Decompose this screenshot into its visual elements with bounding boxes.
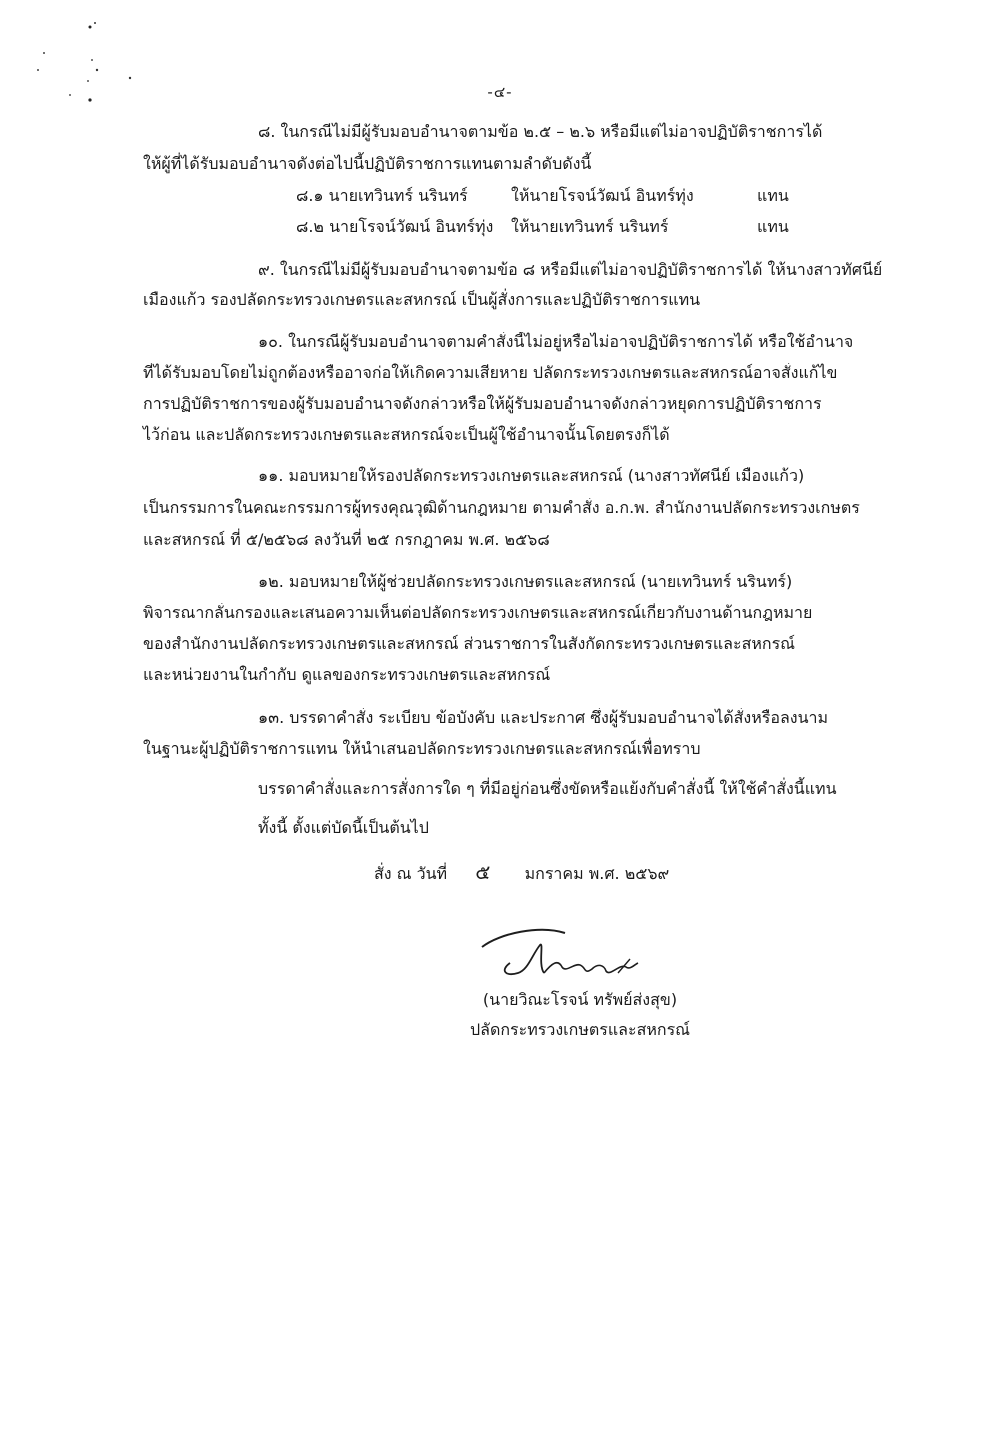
item-8-2-action: แทน xyxy=(757,217,789,236)
item-8-line-1: ๘. ในกรณีไม่มีผู้รับมอบอำนาจตามข้อ ๒.๕ – ๒.๖ หรือมีแต่ไม่อาจปฏิบัติราชการได้ xyxy=(258,122,823,141)
item-12-line-2: พิจารณากลั่นกรองและเสนอความเห็นต่อปลัดกระทรวงเกษตรและสหกรณ์เกี่ยวกับงานด้านกฎหมาย xyxy=(143,603,813,622)
item-10-line-4: ไว้ก่อน และปลัดกระทรวงเกษตรและสหกรณ์จะเป็นผู้ใช้อำนาจนั้นโดยตรงก็ได้ xyxy=(143,425,670,444)
item-10-line-2: ที่ได้รับมอบโดยไม่ถูกต้องหรืออาจก่อให้เกิดความเสียหาย ปลัดกระทรวงเกษตรและสหกรณ์อาจสั่งแก้ไข xyxy=(143,363,838,382)
closing-line-2: ทั้งนี้ ตั้งแต่บัดนี้เป็นต้นไป xyxy=(258,818,429,837)
date-prefix: สั่ง ณ วันที่ xyxy=(374,864,448,883)
item-8-1-who: ๘.๑ นายเทวินทร์ นรินทร์ xyxy=(296,186,468,205)
item-12-line-4: และหน่วยงานในกำกับ ดูแลของกระทรวงเกษตรและสหกรณ์ xyxy=(143,665,551,684)
date-day: ๕ xyxy=(475,860,491,884)
handwritten-signature xyxy=(470,915,660,990)
item-10-line-3: การปฏิบัติราชการของผู้รับมอบอำนาจดังกล่าวหรือให้ผู้รับมอบอำนาจดังกล่าวหยุดการปฏิบัติราชการ xyxy=(143,394,822,413)
item-10-line-1: ๑๐. ในกรณีผู้รับมอบอำนาจตามคำสั่งนี้ไม่อยู่หรือไม่อาจปฏิบัติราชการได้ หรือใช้อำนาจ xyxy=(258,332,854,351)
closing-line-1: บรรดาคำสั่งและการสั่งการใด ๆ ที่มีอยู่ก่อนซึ่งขัดหรือแย้งกับคำสั่งนี้ ให้ใช้คำสั่งนี้แทน xyxy=(258,779,837,798)
item-8-1-row xyxy=(0,186,1000,206)
item-8-2-instead: ให้นายเทวินทร์ นรินทร์ xyxy=(511,217,669,236)
item-9-line-1: ๙. ในกรณีไม่มีผู้รับมอบอำนาจตามข้อ ๘ หรือมีแต่ไม่อาจปฏิบัติราชการได้ ให้นางสาวทัศนีย์ xyxy=(258,260,883,279)
item-8-1-instead: ให้นายโรจน์วัฒน์ อินทร์ทุ่ง xyxy=(511,186,694,205)
item-11-line-3: และสหกรณ์ ที่ ๕/๒๕๖๘ ลงวันที่ ๒๕ กรกฎาคม พ.ศ. ๒๕๖๘ xyxy=(143,530,550,549)
item-12-line-1: ๑๒. มอบหมายให้ผู้ช่วยปลัดกระทรวงเกษตรและสหกรณ์ (นายเทวินทร์ นรินทร์) xyxy=(258,572,793,591)
item-11-line-2: เป็นกรรมการในคณะกรรมการผู้ทรงคุณวุฒิด้านกฎหมาย ตามคำสั่ง อ.ก.พ. สำนักงานปลัดกระทรวงเกษตร xyxy=(143,498,860,517)
signatory-name: (นายวิณะโรจน์ ทรัพย์ส่งสุข) xyxy=(482,990,678,1009)
item-8-1-action: แทน xyxy=(757,186,789,205)
item-8-2-who: ๘.๒ นายโรจน์วัฒน์ อินทร์ทุ่ง xyxy=(296,217,494,236)
item-9-line-2: เมืองแก้ว รองปลัดกระทรวงเกษตรและสหกรณ์ เป็นผู้สั่งการและปฏิบัติราชการแทน xyxy=(143,290,701,309)
page-number: -๔- xyxy=(487,83,513,101)
item-13-line-1: ๑๓. บรรดาคำสั่ง ระเบียบ ข้อบังคับ และประกาศ ซึ่งผู้รับมอบอำนาจได้สั่งหรือลงนาม xyxy=(258,708,829,727)
item-12-line-3: ของสำนักงานปลัดกระทรวงเกษตรและสหกรณ์ ส่วนราชการในสังกัดกระทรวงเกษตรและสหกรณ์ xyxy=(143,634,795,653)
signatory-title: ปลัดกระทรวงเกษตรและสหกรณ์ xyxy=(470,1020,690,1039)
item-11-line-1: ๑๑. มอบหมายให้รองปลัดกระทรวงเกษตรและสหกรณ์ (นางสาวทัศนีย์ เมืองแก้ว) xyxy=(258,466,805,485)
item-13-line-2: ในฐานะผู้ปฏิบัติราชการแทน ให้นำเสนอปลัดกระทรวงเกษตรและสหกรณ์เพื่อทราบ xyxy=(143,739,701,758)
order-date xyxy=(374,862,774,886)
item-8-2-row xyxy=(0,217,1000,237)
item-8-line-2: ให้ผู้ที่ได้รับมอบอำนาจดังต่อไปนี้ปฏิบัติราชการแทนตามลำดับดังนี้ xyxy=(143,154,592,173)
date-month-year: มกราคม พ.ศ. ๒๕๖๙ xyxy=(524,864,670,883)
